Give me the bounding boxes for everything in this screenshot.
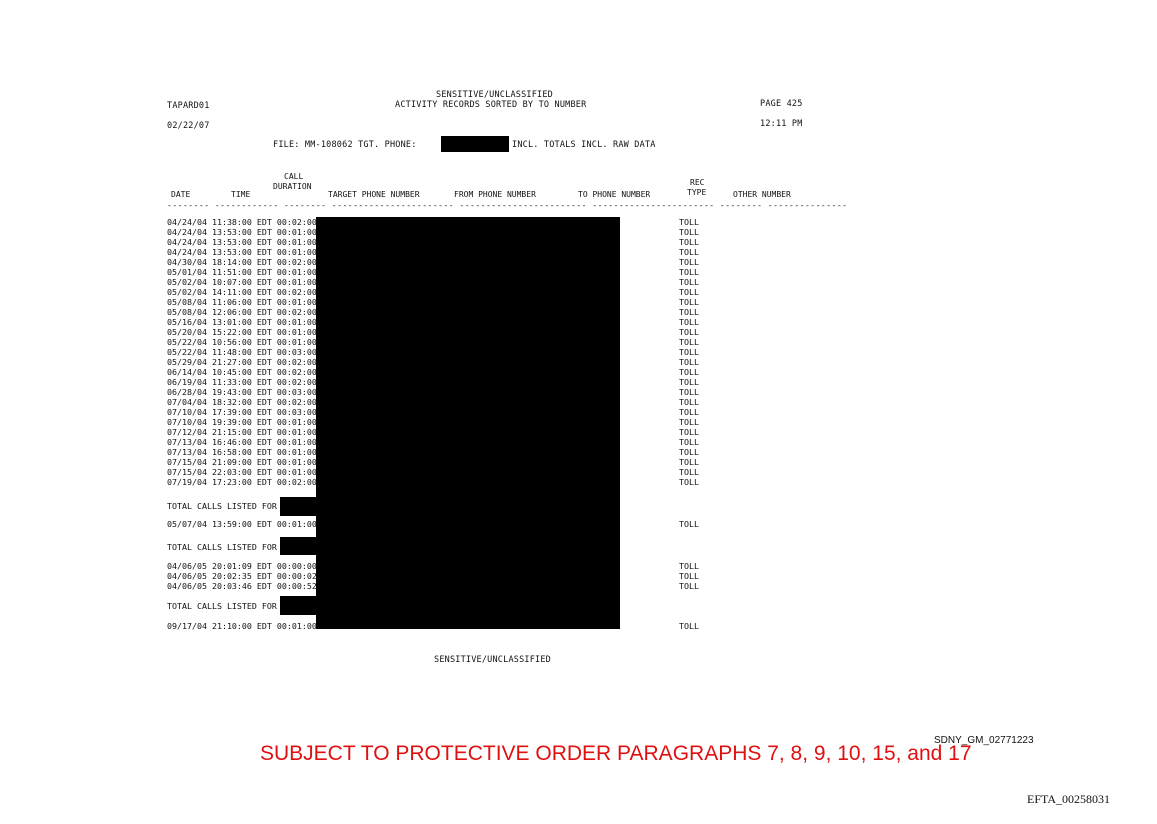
table-row: 06/19/04 11:33:00 EDT 00:02:00 — [167, 377, 317, 387]
col-duration: DURATION — [273, 182, 312, 191]
rec-type: TOLL — [679, 237, 699, 247]
rec-type: TOLL — [679, 337, 699, 347]
rec-type: TOLL — [679, 297, 699, 307]
rec-type: TOLL — [679, 327, 699, 337]
table-row: 05/01/04 11:51:00 EDT 00:01:00 — [167, 267, 317, 277]
col-call: CALL — [284, 172, 304, 181]
total-calls-label: TOTAL CALLS LISTED FOR — [167, 501, 277, 511]
col-type: TYPE — [687, 188, 707, 197]
rec-type: TOLL — [679, 417, 699, 427]
rec-type: TOLL — [679, 519, 699, 529]
system-id: TAPARD01 — [167, 101, 210, 111]
rec-type: TOLL — [679, 561, 699, 571]
rec-type: TOLL — [679, 367, 699, 377]
header-divider: -------- ------------ -------- ----------------------- ------------------------ ----------------------- -------- --------------- — [167, 201, 848, 210]
table-row: 07/13/04 16:58:00 EDT 00:01:00 — [167, 447, 317, 457]
report-time: 12:11 PM — [760, 119, 803, 129]
table-row: 07/10/04 17:39:00 EDT 00:03:00 — [167, 407, 317, 417]
report-title: ACTIVITY RECORDS SORTED BY TO NUMBER — [395, 100, 587, 110]
rec-type: TOLL — [679, 457, 699, 467]
rec-type: TOLL — [679, 247, 699, 257]
table-row: 05/16/04 13:01:00 EDT 00:01:00 — [167, 317, 317, 327]
redaction-box — [441, 136, 509, 152]
table-row: 07/10/04 19:39:00 EDT 00:01:00 — [167, 417, 317, 427]
table-row: 05/02/04 14:11:00 EDT 00:02:00 — [167, 287, 317, 297]
redaction-block — [316, 217, 620, 629]
file-line-suffix: INCL. TOTALS INCL. RAW DATA — [512, 140, 656, 150]
rec-type: TOLL — [679, 581, 699, 591]
rec-type: TOLL — [679, 357, 699, 367]
col-date: DATE — [171, 190, 191, 199]
total-calls-label: TOTAL CALLS LISTED FOR — [167, 601, 277, 611]
redaction-box — [280, 596, 318, 615]
table-row: 04/06/05 20:02:35 EDT 00:00:02 — [167, 571, 317, 581]
table-row: 04/30/04 18:14:00 EDT 00:02:00 — [167, 257, 317, 267]
bates-sdny: SDNY_GM_02771223 — [934, 735, 1034, 746]
table-row: 05/08/04 11:06:00 EDT 00:01:00 — [167, 297, 317, 307]
rec-type: TOLL — [679, 467, 699, 477]
redaction-box — [280, 497, 318, 516]
table-row: 05/08/04 12:06:00 EDT 00:02:00 — [167, 307, 317, 317]
rec-type: TOLL — [679, 307, 699, 317]
rec-type: TOLL — [679, 571, 699, 581]
rec-type: TOLL — [679, 287, 699, 297]
table-row: 07/13/04 16:46:00 EDT 00:01:00 — [167, 437, 317, 447]
rec-type: TOLL — [679, 447, 699, 457]
rec-type: TOLL — [679, 407, 699, 417]
classification-header: SENSITIVE/UNCLASSIFIED — [436, 90, 553, 100]
rec-type: TOLL — [679, 397, 699, 407]
table-row: 04/24/04 13:53:00 EDT 00:01:00 — [167, 237, 317, 247]
table-row: 07/15/04 22:03:00 EDT 00:01:00 — [167, 467, 317, 477]
table-row: 04/24/04 11:38:00 EDT 00:02:00 — [167, 217, 317, 227]
col-from: FROM PHONE NUMBER — [454, 190, 536, 199]
col-to: TO PHONE NUMBER — [578, 190, 651, 199]
total-calls-label: TOTAL CALLS LISTED FOR — [167, 542, 277, 552]
table-row: 05/07/04 13:59:00 EDT 00:01:00 — [167, 519, 317, 529]
page-number: PAGE 425 — [760, 99, 803, 109]
table-row: 04/24/04 13:53:00 EDT 00:01:00 — [167, 227, 317, 237]
table-row: 05/22/04 11:48:00 EDT 00:03:00 — [167, 347, 317, 357]
table-row: 05/20/04 15:22:00 EDT 00:01:00 — [167, 327, 317, 337]
rec-type: TOLL — [679, 477, 699, 487]
table-row: 04/06/05 20:01:09 EDT 00:00:00 — [167, 561, 317, 571]
table-row: 06/14/04 10:45:00 EDT 00:02:00 — [167, 367, 317, 377]
rec-type: TOLL — [679, 257, 699, 267]
protective-order-notice: SUBJECT TO PROTECTIVE ORDER PARAGRAPHS 7, 8, 9, 10, 15, and 17 — [260, 742, 972, 765]
col-time: TIME — [231, 190, 251, 199]
table-row: 04/06/05 20:03:46 EDT 00:00:52 — [167, 581, 317, 591]
rec-type: TOLL — [679, 387, 699, 397]
table-row: 09/17/04 21:10:00 EDT 00:01:00 — [167, 621, 317, 631]
table-row: 07/04/04 18:32:00 EDT 00:02:00 — [167, 397, 317, 407]
table-row: 04/24/04 13:53:00 EDT 00:01:00 — [167, 247, 317, 257]
rec-type: TOLL — [679, 347, 699, 357]
rec-type: TOLL — [679, 317, 699, 327]
file-line-prefix: FILE: MM-108062 TGT. PHONE: — [273, 140, 417, 150]
rec-type: TOLL — [679, 227, 699, 237]
table-row: 07/12/04 21:15:00 EDT 00:01:00 — [167, 427, 317, 437]
rec-type: TOLL — [679, 267, 699, 277]
bates-efta: EFTA_00258031 — [1027, 792, 1111, 806]
table-row: 07/19/04 17:23:00 EDT 00:02:00 — [167, 477, 317, 487]
table-row: 05/22/04 10:56:00 EDT 00:01:00 — [167, 337, 317, 347]
col-rec: REC — [690, 178, 705, 187]
rec-type: TOLL — [679, 427, 699, 437]
rec-type: TOLL — [679, 277, 699, 287]
report-date: 02/22/07 — [167, 121, 210, 131]
rec-type: TOLL — [679, 621, 699, 631]
table-row: 05/29/04 21:27:00 EDT 00:02:00 — [167, 357, 317, 367]
table-row: 05/02/04 10:07:00 EDT 00:01:00 — [167, 277, 317, 287]
rec-type: TOLL — [679, 377, 699, 387]
footer-classification: SENSITIVE/UNCLASSIFIED — [434, 655, 551, 665]
table-row: 07/15/04 21:09:00 EDT 00:01:00 — [167, 457, 317, 467]
rec-type: TOLL — [679, 217, 699, 227]
redaction-box — [280, 537, 318, 555]
table-row: 06/28/04 19:43:00 EDT 00:03:00 — [167, 387, 317, 397]
col-other: OTHER NUMBER — [733, 190, 791, 199]
rec-type: TOLL — [679, 437, 699, 447]
col-target: TARGET PHONE NUMBER — [328, 190, 420, 199]
